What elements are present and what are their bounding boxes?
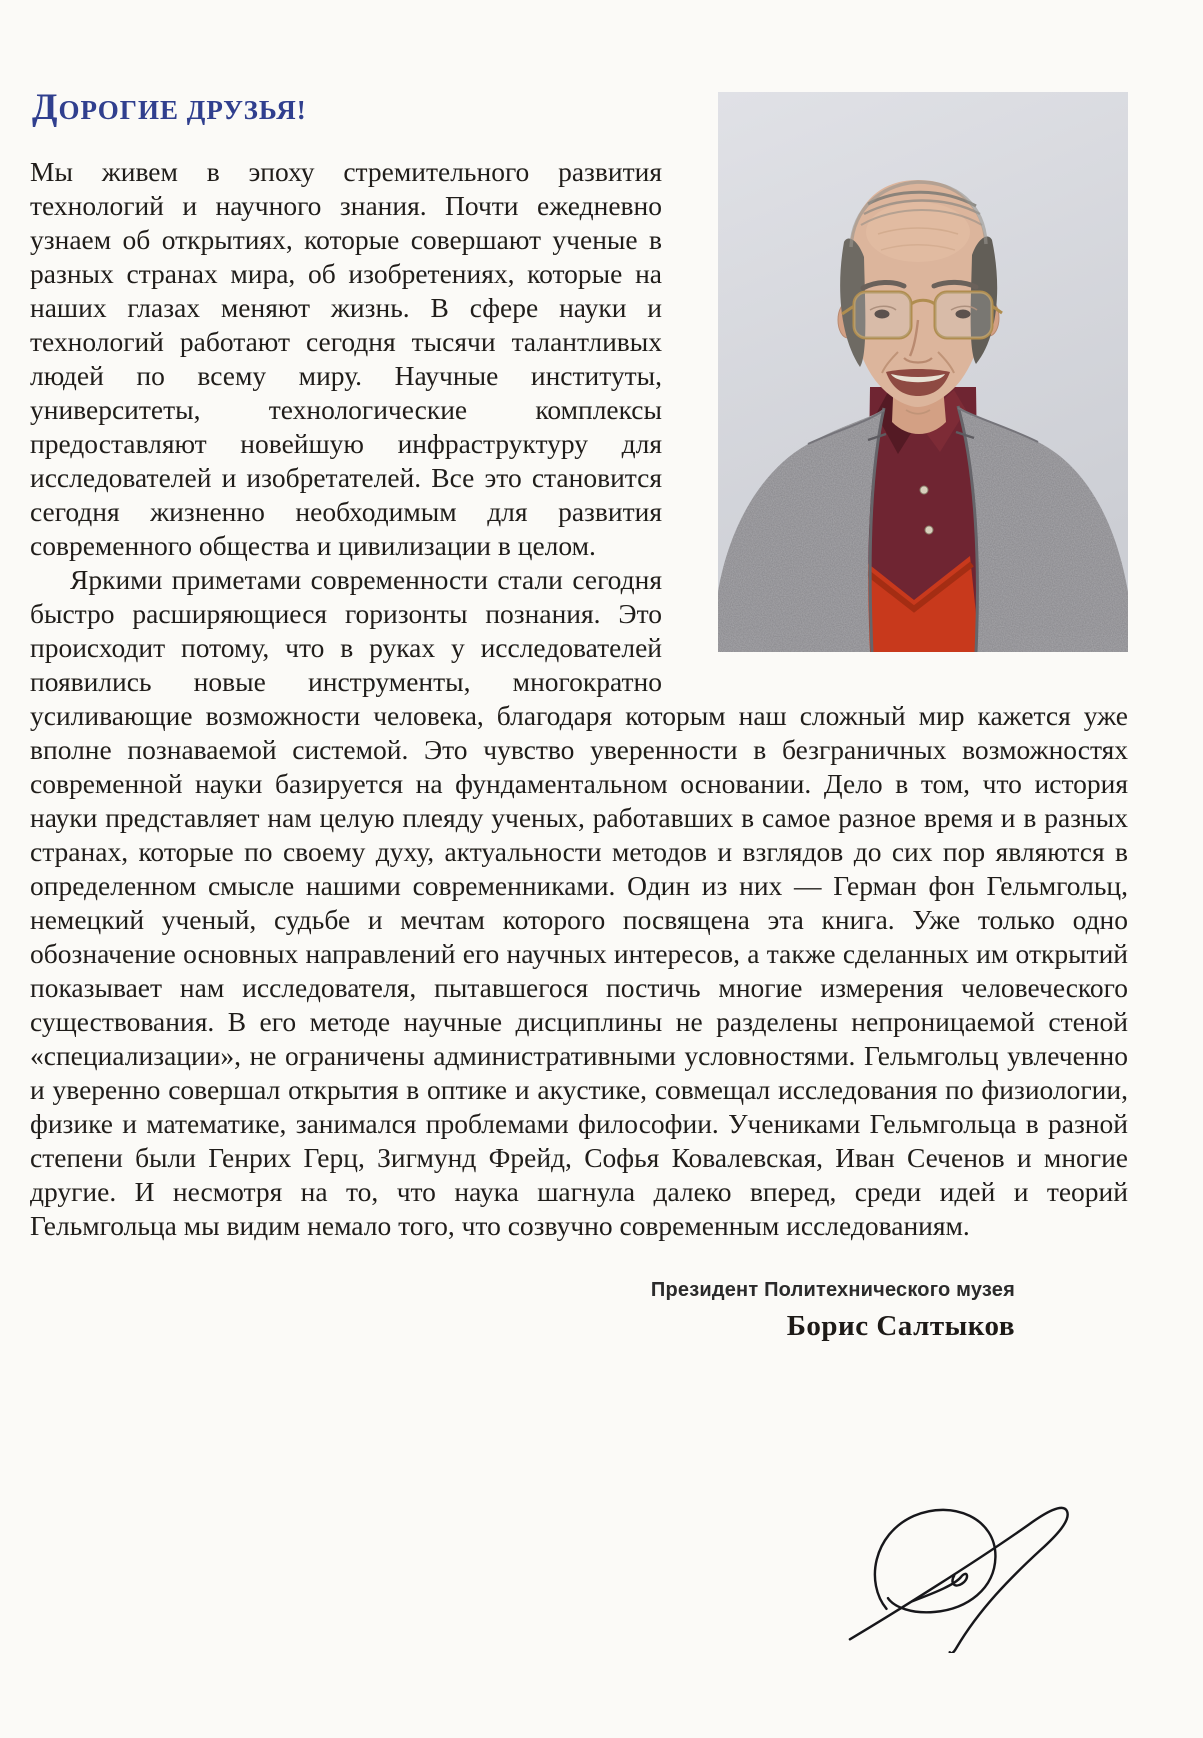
paragraph-intro: Мы живем в эпоху стремительного развития технологий и научного знания. Почти ежедневно узнаем об открытиях, которые совершают ученые в разных странах мира, об изобретениях, которые на наших глазах меняют жизнь. В сфере науки и технологий работают сегодня тысячи талантливых людей по всему миру. Научные институты, университеты, технологические комплексы предоставляют новейшую инфраструктуру для исследователей и изобретателей. Все это становится сегодня жизненно необходимым для развития современного общества и цивилизации в целом. — [30, 156, 662, 561]
signature — [30, 1493, 1128, 1658]
signature-graphic — [842, 1493, 1094, 1653]
attribution-title: Президент Политехнического музея — [650, 1279, 1015, 1301]
portrait-svg — [718, 92, 1128, 652]
portrait-photo — [718, 92, 1128, 652]
attribution — [30, 1279, 1128, 1343]
paragraph-main: Яркими приметами современности стали сегодня быстро расширяющиеся горизонты познания. Это происходит потому, что в руках у исследователей появились новые инструменты, многократно усиливающие возможности человека, благодаря которым наш сложный мир кажется уже вполне познаваемой системой. Это чувство уверенности в безграничных возможностях современной науки базируется на фундаментальном основании. Дело в том, что история науки представляет нам целую плеяду ученых, работавших в самое разное время и в разных странах, которые по своему духу, актуальности методов и взглядов до сих пор являются в определенном смысле нашими современниками. Один из них — Герман фон Гельмгольц, немецкий ученый, судьбе и мечтам которого посвящена эта книга. Уже только одно обозначение основных направлений его научных интересов, а также сделанных им открытий показывает нам исследователя, пытавшегося постичь многие измерения человеческого существования. В его методе научные дисциплины не разделены непроницаемой стеной «специализации», не ограничены административными условностями. Гельмгольц увлеченно и уверенно совершал открытия в оптике и акустике, совмещал исследования по физиологии, физике и математике, занимался проблемами философии. Учениками Гельмгольца в разной степени были Генрих Герц, Зигмунд Фрейд, Софья Ковалевская, Иван Сеченов и многие другие. И несмотря на то, что наука шагнула далеко вперед, среди идей и теорий Гельмгольца мы видим немало того, что созвучно современным исследованиям. — [30, 564, 1128, 1241]
page-title: ДОРОГИЕ ДРУЗЬЯ! — [32, 87, 307, 128]
attribution-name: Борис Салтыков — [786, 1310, 1015, 1342]
